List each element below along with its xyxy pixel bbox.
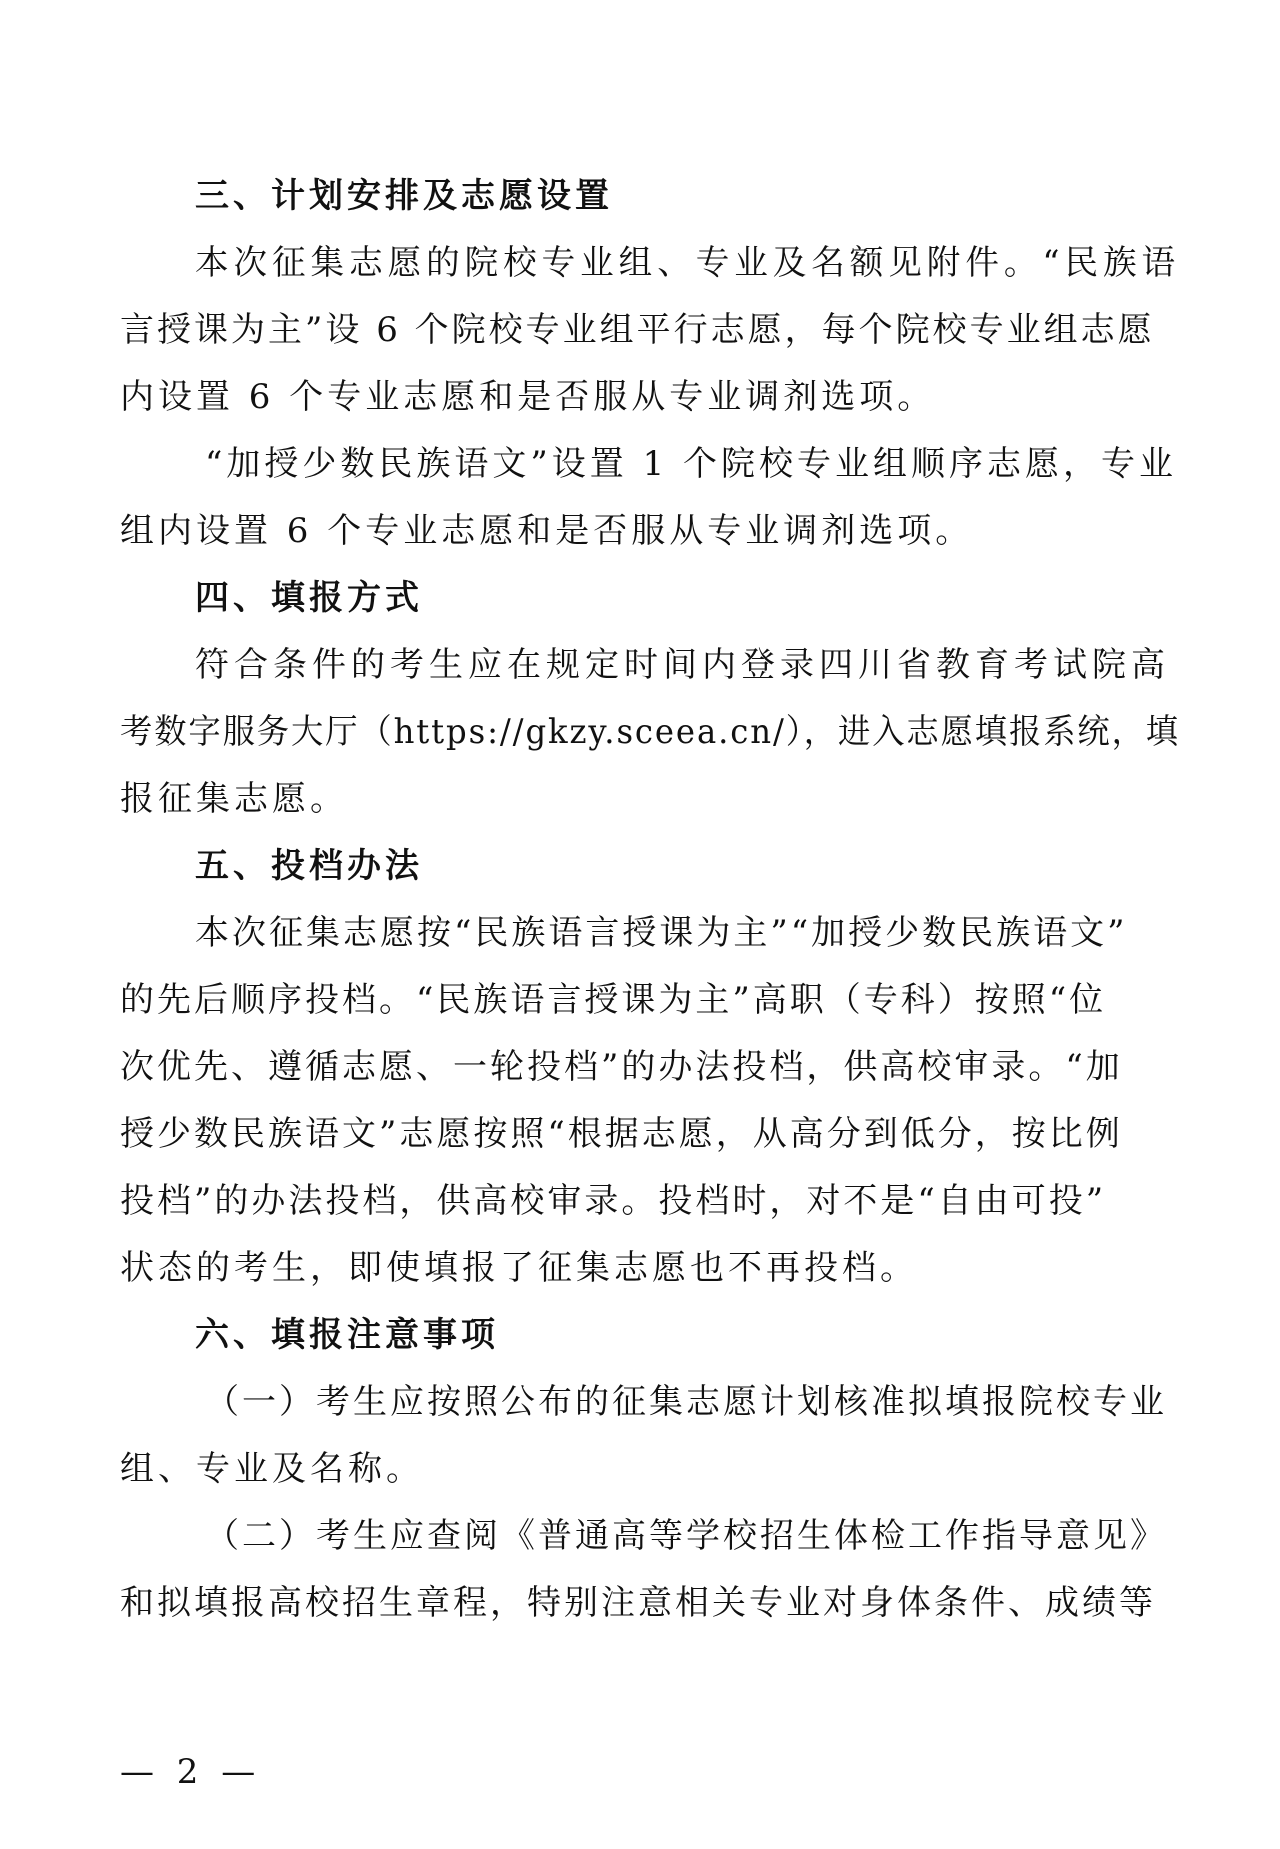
section-3-p2-line-2: 组内设置 6 个专业志愿和是否服从专业调剂选项。 xyxy=(120,511,974,551)
section-3-p1-line-3: 内设置 6 个专业志愿和是否服从专业调剂选项。 xyxy=(120,377,936,417)
section-6-p2-line-2: 和拟填报高校招生章程，特别注意相关专业对身体条件、成绩等 xyxy=(120,1583,1156,1623)
section-3-p1-line-2: 言授课为主”设 6 个院校专业组平行志愿，每个院校专业组志愿 xyxy=(120,310,1155,350)
section-5-p1-line-5: 投档”的办法投档，供高校审录。投档时，对不是“自由可投” xyxy=(120,1181,1107,1221)
section-3-heading: 三、计划安排及志愿设置 xyxy=(195,176,613,216)
section-5-p1-line-3: 次优先、遵循志愿、一轮投档”的办法投档，供高校审录。“加 xyxy=(120,1047,1123,1087)
section-5-p1-line-2: 的先后顺序投档。“民族语言授课为主”高职（专科）按照“位 xyxy=(120,980,1107,1020)
section-4-heading: 四、填报方式 xyxy=(195,578,423,618)
section-5-heading: 五、投档办法 xyxy=(195,846,423,886)
page-number: — 2 — xyxy=(120,1752,262,1792)
section-5-p1-line-4: 授少数民族语文”志愿按照“根据志愿，从高分到低分，按比例 xyxy=(120,1114,1123,1154)
section-5-p1-line-1: 本次征集志愿按“民族语言授课为主”“加授少数民族语文” xyxy=(195,913,1128,953)
section-6-p1-line-1: （一）考生应按照公布的征集志愿计划核准拟填报院校专业 xyxy=(205,1382,1167,1422)
section-3-p2-line-1: “加授少数民族语文”设置 1 个院校专业组顺序志愿，专业 xyxy=(205,444,1178,484)
section-4-p1-line-1: 符合条件的考生应在规定时间内登录四川省教育考试院高 xyxy=(195,645,1170,685)
section-5-p1-line-6: 状态的考生，即使填报了征集志愿也不再投档。 xyxy=(120,1248,918,1288)
section-6-p1-line-2: 组、专业及名称。 xyxy=(120,1449,424,1489)
section-4-p1-line-2: 考数字服务大厅（https://gkzy.sceea.cn/），进入志愿填报系统，填 xyxy=(120,712,1181,752)
section-3-p1-line-1: 本次征集志愿的院校专业组、专业及名额见附件。“民族语 xyxy=(195,243,1181,283)
section-4-p1-line-3: 报征集志愿。 xyxy=(120,779,348,819)
section-6-heading: 六、填报注意事项 xyxy=(195,1315,499,1355)
section-6-p2-line-1: （二）考生应查阅《普通高等学校招生体检工作指导意见》 xyxy=(205,1516,1167,1556)
